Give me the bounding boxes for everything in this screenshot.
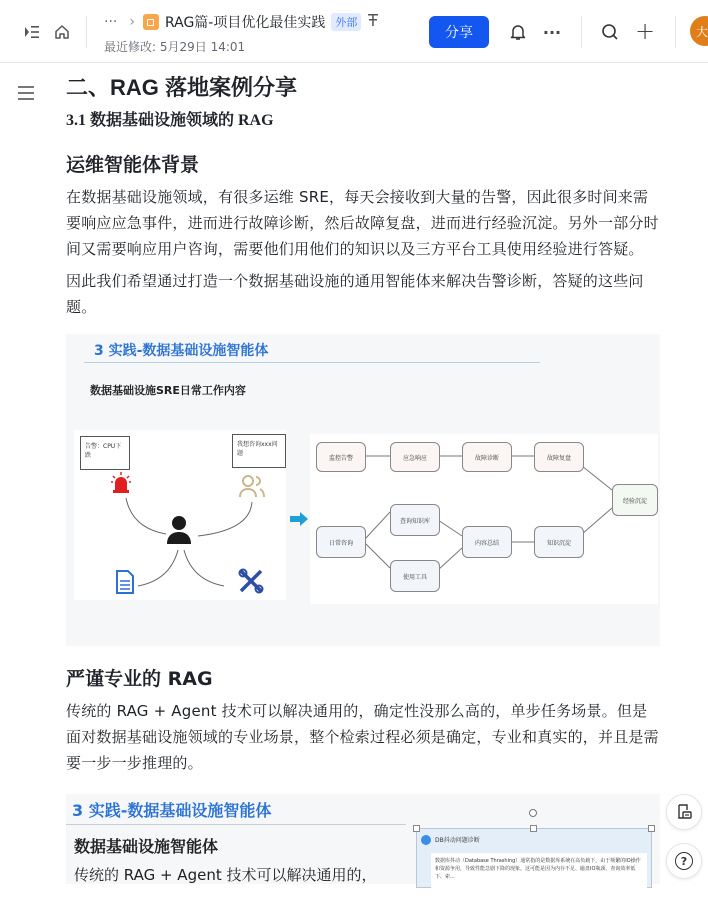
bot-avatar-icon	[421, 835, 431, 845]
rotate-handle-icon[interactable]	[529, 809, 537, 817]
paragraph: 在数据基础设施领域，有很多运维 SRE，每天会接收到大量的告警，因此很多时间来需要响应应急事件，进而进行故障诊断，然后故障复盘，进而进行经验沉淀。另外一部分时间又需要响应用户咨询，需要他们用他们的知识以及三方平台工具使用经验进行答疑。	[66, 188, 659, 258]
embedded-card[interactable]	[416, 828, 652, 888]
top-bar	[0, 0, 708, 63]
share-button[interactable]: 分享	[429, 16, 489, 48]
question-bubble: 我想咨询xxx问题	[232, 434, 286, 468]
divider	[86, 16, 87, 48]
flow-node: 应急响应	[390, 442, 440, 472]
flow-node: 经验沉淀	[612, 484, 658, 516]
divider	[84, 362, 540, 363]
section-heading-background: 运维智能体背景	[66, 154, 200, 176]
help-icon: ?	[675, 852, 693, 870]
heading-1: 二、RAG 落地案例分享	[66, 75, 298, 100]
flow-node: 监控告警	[316, 442, 366, 472]
flow-node: 使用工具	[390, 560, 440, 592]
card-title: DB抖动问题诊断	[435, 837, 480, 844]
slide-image-data-agent[interactable]	[66, 794, 660, 884]
external-badge: 外部	[331, 13, 361, 31]
comment-doc-icon	[676, 804, 692, 820]
section-heading-rigorous-rag: 严谨专业的 RAG	[66, 668, 213, 690]
document-icon	[116, 570, 134, 594]
slide-subtitle: 数据基础设施智能体	[74, 837, 219, 856]
paragraph: 传统的 RAG + Agent 技术可以解决通用的，确定性没那么高的，单步任务场景。但是面对数据基础设施领域的专业场景，整个检索过程必须是确定，专业和真实的，并且是需要一步一步推理的。	[66, 702, 659, 772]
last-modified: 最近修改: 5月29日 14:01	[104, 40, 246, 54]
flow-node: 日常咨询	[316, 526, 366, 558]
outline-toggle-icon[interactable]	[18, 86, 34, 104]
slide-title: 3 实践-数据基础设施智能体	[72, 801, 272, 820]
document-body	[66, 64, 660, 884]
flow-node: 查询知识库	[390, 504, 440, 536]
more-button[interactable]: ···	[542, 22, 562, 42]
resize-handle[interactable]	[530, 825, 537, 832]
divider	[675, 16, 676, 48]
tools-icon	[238, 568, 264, 594]
resize-handle[interactable]	[413, 825, 420, 832]
card-text: 数据库抖动（Database Thrashing）通常指的是数据库系统在高负载下，由于频繁的IO操作和资源争用，导致性能急剧下降的现象。这可能是因为内存不足、磁盘IO瓶颈、查询效率低下、索...	[431, 853, 647, 901]
search-icon[interactable]	[600, 22, 620, 42]
flow-node: 故障复盘	[534, 442, 584, 472]
sre-illustration	[74, 430, 286, 600]
alert-bubble: 告警：CPU下跌	[80, 436, 130, 470]
help-button[interactable]	[666, 843, 702, 879]
doc-icon	[143, 14, 159, 30]
slide-body-text: 传统的 RAG + Agent 技术可以解决通用的，	[74, 866, 377, 884]
workflow-diagram	[310, 434, 658, 604]
divider	[581, 16, 582, 48]
arrow-right-icon	[290, 512, 308, 526]
plus-icon[interactable]: +	[634, 17, 656, 45]
sidebar-toggle-icon[interactable]	[22, 22, 42, 42]
avatar[interactable]: 大	[690, 16, 708, 46]
home-icon[interactable]	[52, 22, 72, 42]
bell-icon[interactable]	[508, 22, 528, 42]
pin-icon[interactable]	[367, 13, 379, 31]
paragraph: 因此我们希望通过打造一个数据基础设施的通用智能体来解决告警诊断，答疑的这些问题。	[66, 272, 644, 316]
flow-node: 内容总结	[462, 526, 512, 558]
slide-image-sre-workflow[interactable]	[66, 334, 660, 646]
slide-title: 3 实践-数据基础设施智能体	[94, 343, 269, 359]
flow-node: 知识沉淀	[534, 526, 584, 558]
flow-node: 故障诊断	[462, 442, 512, 472]
heading-3: 3.1 数据基础设施领域的 RAG	[66, 112, 274, 129]
slide-subtitle: 数据基础设施SRE日常工作内容	[90, 384, 246, 397]
doc-title[interactable]: RAG篇-项目优化最佳实践	[164, 15, 326, 31]
chevron-right-icon: ›	[129, 14, 135, 30]
resize-handle[interactable]	[648, 825, 655, 832]
comment-panel-button[interactable]	[666, 794, 702, 830]
breadcrumb-more-button[interactable]: ···	[104, 14, 118, 30]
divider	[66, 824, 406, 825]
